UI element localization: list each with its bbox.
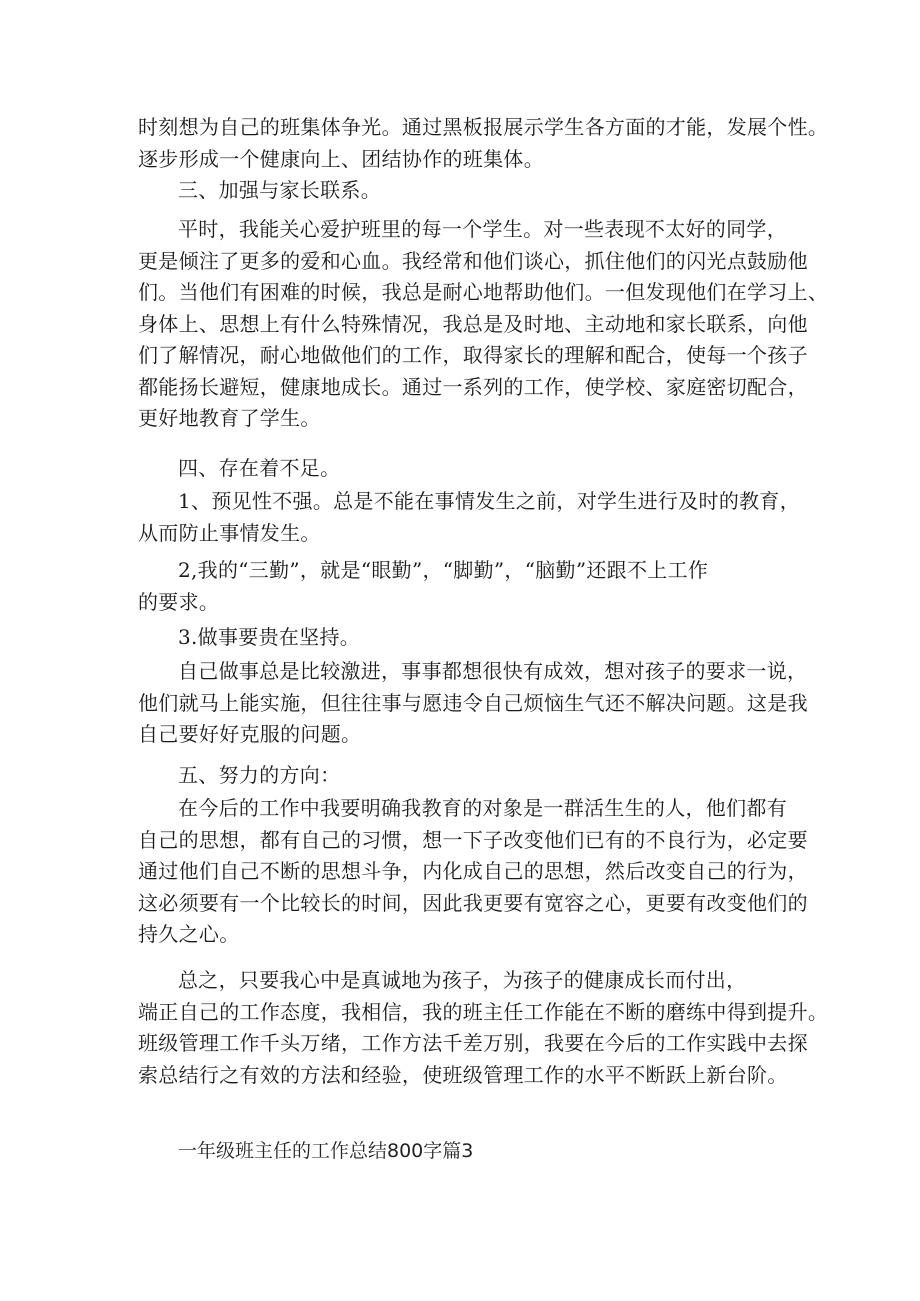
paragraph-persistence: [138, 622, 798, 654]
text-line: 总之，只要我心中是真诚地为孩子，为孩子的健康成长而付出，: [178, 968, 747, 992]
text-line: 五、努力的方向：: [178, 763, 341, 787]
text-line: 时刻想为自己的班集体争光。通过黑板报展示学生各方面的才能，发展个性。: [138, 115, 829, 139]
heading-direction: [138, 760, 798, 792]
text-line: 他们就马上能实施，但往往事与愿违令自己烦恼生气还不解决问题。这是我: [138, 690, 808, 715]
paragraph-three-diligences: [138, 555, 798, 618]
text-line: 自己的思想，都有自己的习惯，想一下子改变他们已有的不良行为，必定要: [138, 827, 808, 852]
paragraph-conclusion: [138, 965, 829, 1091]
text-line: 通过他们自己不断的思想斗争，内化成自己的思想，然后改变自己的行为，: [138, 859, 808, 883]
text-line: 三、加强与家长联系。: [178, 178, 381, 202]
text-line: 自己要好好克服的问题。: [138, 722, 362, 746]
text-line: 这必须要有一个比较长的时间，因此我更要有宽容之心，更要有改变他们的: [138, 890, 808, 915]
paragraph-caring-students: [138, 214, 829, 435]
paragraph-future-work: [138, 793, 808, 951]
text-line: 端正自己的工作态度，我相信，我的班主任工作能在不断的磨练中得到提升。: [138, 999, 829, 1024]
text-line: 平时，我能关心爱护班里的每一个学生。对一些表现不太好的同学，: [178, 217, 787, 241]
heading-parent-contact: [138, 175, 798, 207]
text-line: 从而防止事情发生。: [138, 520, 321, 545]
paragraph-class-collective: [138, 112, 829, 175]
text-line: 3.做事要贵在坚持。: [178, 625, 361, 649]
text-line: 们了解情况，耐心地做他们的工作，取得家长的理解和配合，使每一个孩子: [138, 343, 808, 367]
text-line: 更是倾注了更多的爱和心血。我经常和他们谈心，抓住他们的闪光点鼓励他: [138, 248, 808, 273]
heading-shortcomings: [138, 453, 798, 485]
paragraph-impatience: [138, 656, 808, 751]
text-line: 们。当他们有困难的时候，我总是耐心地帮助他们。一但发现他们在学习上、: [138, 280, 829, 304]
section-heading: 一年级班主任的工作总结800字篇3: [178, 1140, 474, 1162]
text-line: 在今后的工作中我要明确我教育的对象是一群活生生的人，他们都有: [178, 796, 787, 820]
text-line: 自己做事总是比较激进，事事都想很快有成效，想对孩子的要求一说，: [178, 659, 808, 683]
text-line: 身体上、思想上有什么特殊情况，我总是及时地、主动地和家长联系，向他: [138, 311, 808, 336]
text-line: 2,我的“三勤”，就是“眼勤”，“脚勤”，“脑勤”还跟不上工作: [178, 558, 709, 582]
text-line: 逐步形成一个健康向上、团结协作的班集体。: [138, 146, 544, 171]
text-line: 更好地教育了学生。: [138, 406, 321, 430]
text-line: 索总结行之有效的方法和经验，使班级管理工作的水平不断跃上新台阶。: [138, 1062, 788, 1087]
text-line: 1、预见性不强。总是不能在事情发生之前，对学生进行及时的教育，: [178, 489, 801, 513]
text-line: 班级管理工作千头万绪，工作方法千差万别，我要在今后的工作实践中去探: [138, 1031, 808, 1055]
paragraph-foresight: [138, 486, 801, 549]
text-line: 持久之心。: [138, 922, 240, 946]
text-line: 的要求。: [138, 589, 220, 614]
text-line: 都能扬长避短，健康地成长。通过一系列的工作，使学校、家庭密切配合，: [138, 374, 808, 399]
text-line: 四、存在着不足。: [178, 456, 341, 480]
